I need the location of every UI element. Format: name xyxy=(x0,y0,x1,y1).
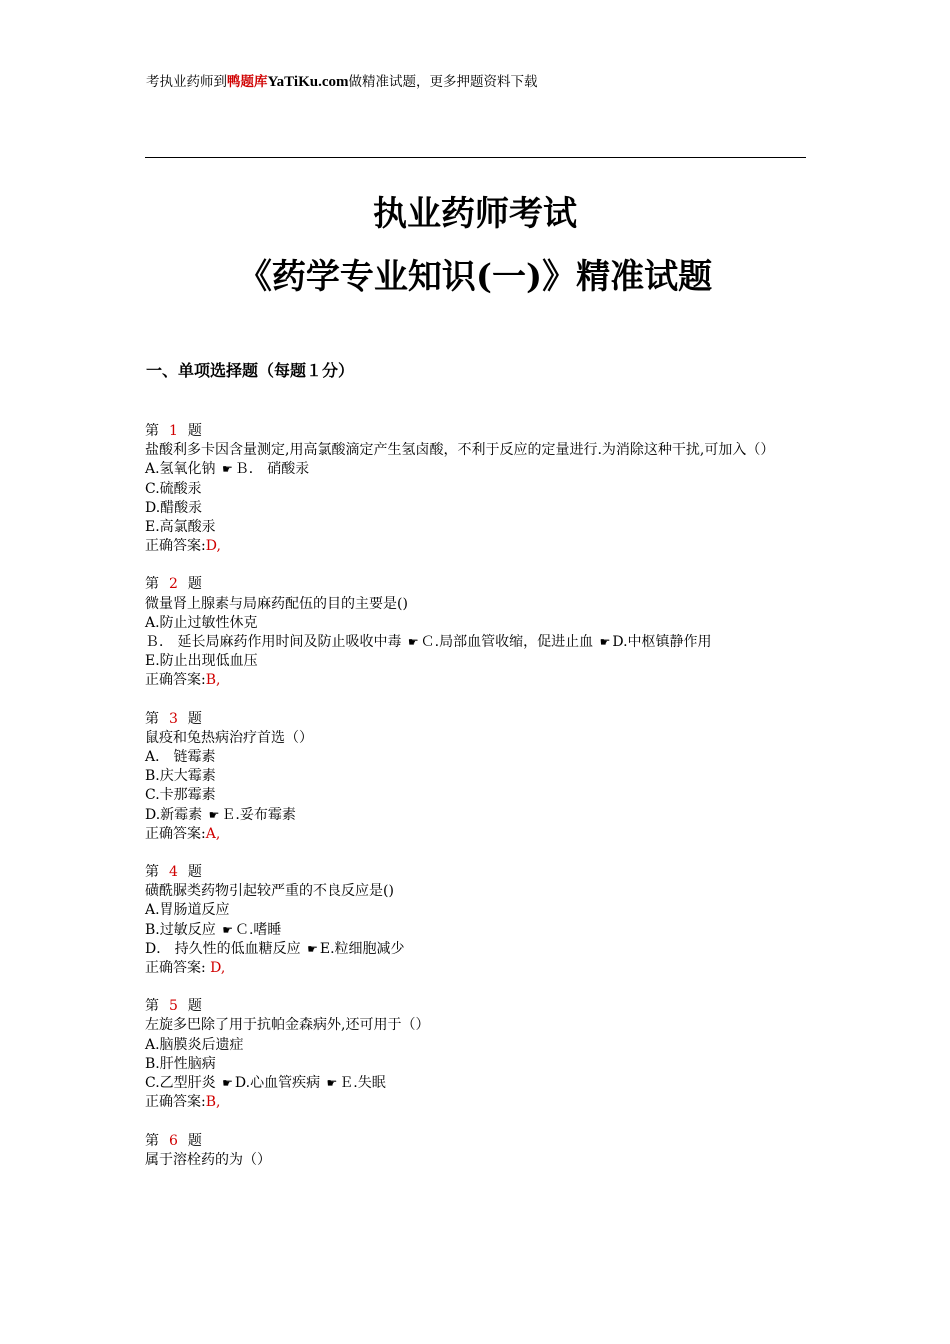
option-line: D． 持久性的低血糖反应 ☛ E.粒细胞减少 xyxy=(145,940,815,959)
question-number-value: 2 xyxy=(169,576,178,593)
option-separator-icon: ☛ xyxy=(222,922,233,937)
option-line: B.过敏反应 ☛ Ｃ.嗜睡 xyxy=(145,921,815,940)
answer-value: D, xyxy=(205,960,226,977)
option-line: D.新霉素 ☛ Ｅ.妥布霉素 xyxy=(145,806,815,825)
question-stem: 微量肾上腺素与局麻药配伍的目的主要是() xyxy=(145,595,408,612)
site-header xyxy=(146,70,537,91)
option-line: A.胃肠道反应 xyxy=(145,902,230,919)
document-title: 执业药师考试 xyxy=(373,194,577,234)
answer-label: 正确答案: xyxy=(145,960,206,977)
question-label-di: 第 xyxy=(145,710,159,727)
option-separator-icon: ☛ xyxy=(208,807,220,822)
option-line: E.高氯酸汞 xyxy=(145,519,216,536)
question-stem: 属于溶栓药的为（） xyxy=(145,1151,271,1168)
option-separator-icon: ☛ xyxy=(222,462,233,477)
question-number xyxy=(145,1132,815,1151)
question-label-ti: 题 xyxy=(187,710,202,727)
question-stem: 磺酰脲类药物引起较严重的不良反应是() xyxy=(145,883,394,900)
option-line: C.卡那霉素 xyxy=(145,787,216,804)
question-label-di: 第 xyxy=(145,998,159,1015)
question-stem: 盐酸利多卡因含量测定,用高氯酸滴定产生氢卤酸，不利于反应的定量进行.为消除这种干扰,可加入（） xyxy=(145,442,775,459)
question-number xyxy=(145,863,815,882)
question-list xyxy=(145,422,815,1189)
option-line: A.氢氧化钠 ☛ Ｂ． 硝酸汞 xyxy=(145,460,815,479)
option-line: A.脑膜炎后遗症 xyxy=(145,1036,244,1053)
question-item xyxy=(145,863,815,978)
option-separator-icon: ☛ xyxy=(599,635,611,650)
answer-label: 正确答案: xyxy=(145,538,206,555)
question-number-value: 4 xyxy=(169,864,178,881)
option-line: C.硫酸汞 xyxy=(145,480,202,497)
answer-line xyxy=(145,1093,815,1112)
question-label-ti: 题 xyxy=(187,423,202,439)
answer-value: A, xyxy=(205,825,221,842)
answer-value: B, xyxy=(205,672,221,689)
header-divider xyxy=(145,157,806,158)
document-subtitle: 《药学专业知识(一)》精准试题 xyxy=(237,257,713,297)
option-line: A.防止过敏性休克 xyxy=(145,614,258,631)
answer-line xyxy=(145,537,815,556)
question-label-ti: 题 xyxy=(187,998,202,1015)
answer-label: 正确答案: xyxy=(145,672,206,689)
brand-name[interactable]: 鸭题库 xyxy=(227,74,268,90)
section-title: 一、单项选择题（每题１分） xyxy=(146,361,355,380)
answer-line xyxy=(145,825,815,844)
option-separator-icon: ☛ xyxy=(407,635,419,650)
question-stem: 左旋多巴除了用于抗帕金森病外,还可用于（） xyxy=(145,1017,430,1034)
question-number-value: 6 xyxy=(169,1132,178,1149)
question-number xyxy=(145,575,815,594)
question-label-ti: 题 xyxy=(187,576,202,593)
brand-domain[interactable]: YaTiKu.com xyxy=(267,74,349,90)
answer-value: B, xyxy=(205,1094,221,1111)
header-prefix: 考执业药师到 xyxy=(146,74,227,90)
answer-line xyxy=(145,959,815,978)
option-line: Ｂ． 延长局麻药作用时间及防止吸收中毒 ☛ Ｃ.局部血管收缩，促进止血 ☛ D.中枢镇静作用 xyxy=(145,633,815,652)
option-line: A． 链霉素 xyxy=(145,749,216,766)
option-separator-icon: ☛ xyxy=(326,1076,338,1091)
option-line: E.防止出现低血压 xyxy=(145,653,258,670)
question-label-ti: 题 xyxy=(187,1132,202,1149)
question-number-value: 5 xyxy=(169,998,178,1015)
question-stem: 鼠疫和兔热病治疗首选（） xyxy=(145,729,313,746)
question-item xyxy=(145,997,815,1112)
question-number-value: 3 xyxy=(169,710,178,727)
question-label-di: 第 xyxy=(145,423,159,439)
question-label-di: 第 xyxy=(145,1132,159,1149)
question-label-di: 第 xyxy=(145,576,159,593)
option-line: D.醋酸汞 xyxy=(145,499,203,516)
question-label-di: 第 xyxy=(145,864,159,881)
option-line: C.乙型肝炎 ☛ D.心血管疾病 ☛ Ｅ.失眠 xyxy=(145,1074,815,1093)
option-separator-icon: ☛ xyxy=(307,941,318,956)
answer-value: D, xyxy=(205,538,221,555)
question-item xyxy=(145,710,815,844)
question-number xyxy=(145,710,815,729)
answer-label: 正确答案: xyxy=(145,825,206,842)
question-label-ti: 题 xyxy=(187,864,202,881)
option-line: B.庆大霉素 xyxy=(145,768,216,785)
question-number-value: 1 xyxy=(169,423,178,439)
answer-label: 正确答案: xyxy=(145,1094,206,1111)
question-number xyxy=(145,422,815,441)
question-number xyxy=(145,997,815,1016)
header-suffix: 做精准试题，更多押题资料下载 xyxy=(348,74,538,90)
option-line: B.肝性脑病 xyxy=(145,1055,216,1072)
answer-line xyxy=(145,671,815,690)
question-item xyxy=(145,1132,815,1170)
option-separator-icon: ☛ xyxy=(222,1076,233,1091)
question-item xyxy=(145,575,815,690)
question-item xyxy=(145,422,815,556)
